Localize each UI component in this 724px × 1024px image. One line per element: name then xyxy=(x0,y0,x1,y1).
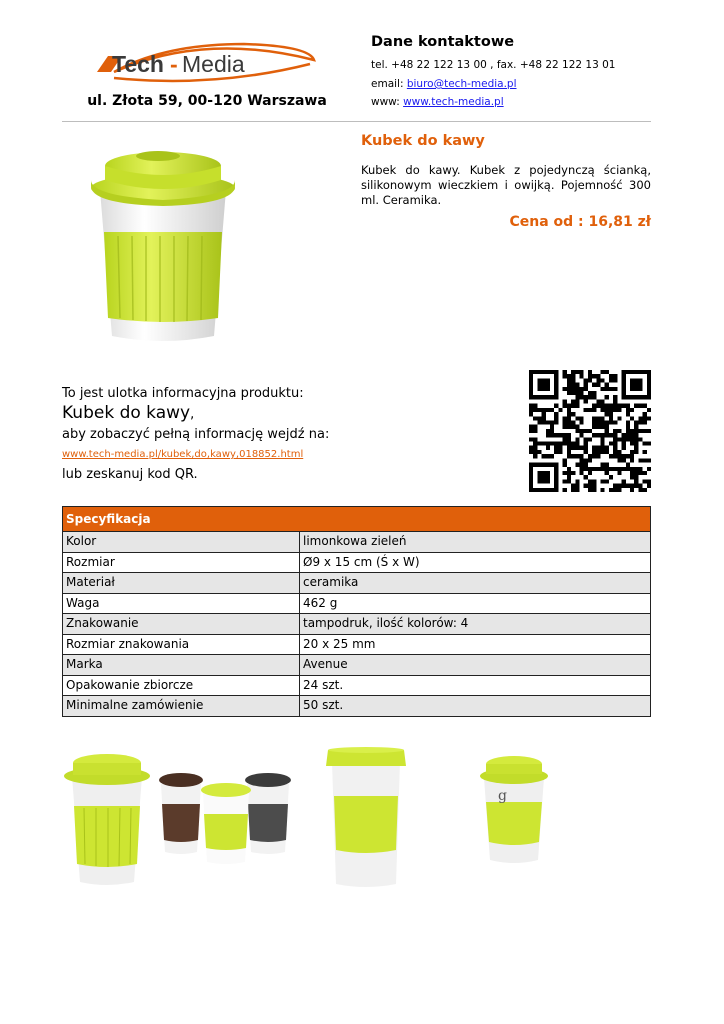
product-description: Kubek do kawy. Kubek z pojedynczą ścianką, silikonowym wieczkiem i owijką. Pojemność 300 ml. Ceramika. xyxy=(361,163,651,207)
spec-title: Specyfikacja xyxy=(63,507,651,532)
spec-table xyxy=(62,506,651,717)
header-divider xyxy=(62,121,651,122)
info-product-name: Kubek do kawy, xyxy=(62,403,195,423)
svg-text:g: g xyxy=(498,788,507,804)
spec-label: Opakowanie zbiorcze xyxy=(63,675,300,696)
info-visit-text: aby zobaczyć pełną informację wejdź na: xyxy=(62,427,330,442)
company-logo xyxy=(94,42,316,86)
spec-value: limonkowa zieleń xyxy=(300,532,651,553)
spec-label: Marka xyxy=(63,655,300,676)
info-scan-text: lub zeskanuj kod QR. xyxy=(62,467,198,482)
www-line xyxy=(371,96,504,108)
email-link[interactable]: biuro@tech-media.pl xyxy=(406,78,517,90)
svg-text:-: - xyxy=(170,51,178,77)
spec-value: 462 g xyxy=(300,593,651,614)
spec-row xyxy=(63,614,651,635)
spec-label: Rozmiar znakowania xyxy=(63,634,300,655)
spec-row xyxy=(63,634,651,655)
thumbnail-cup-branded xyxy=(444,750,584,870)
product-title: Kubek do kawy xyxy=(361,133,485,149)
spec-row xyxy=(63,593,651,614)
spec-label: Znakowanie xyxy=(63,614,300,635)
spec-label: Materiał xyxy=(63,573,300,594)
spec-value: 50 szt. xyxy=(300,696,651,717)
spec-value: 20 x 25 mm xyxy=(300,634,651,655)
spec-value: 24 szt. xyxy=(300,675,651,696)
spec-label: Rozmiar xyxy=(63,552,300,573)
thumbnail-cup-side xyxy=(320,746,412,896)
spec-row xyxy=(63,696,651,717)
spec-value: Ø9 x 15 cm (Ś x W) xyxy=(300,552,651,573)
spec-row xyxy=(63,655,651,676)
thumbnail-cup-front xyxy=(62,746,152,894)
company-address: ul. Złota 59, 00-120 Warszawa xyxy=(87,93,327,109)
spec-label: Kolor xyxy=(63,532,300,553)
spec-label: Waga xyxy=(63,593,300,614)
spec-row xyxy=(63,675,651,696)
email-label: email: xyxy=(371,78,407,90)
spec-value: Avenue xyxy=(300,655,651,676)
info-product-name-text: Kubek do kawy xyxy=(62,403,191,423)
spec-value: ceramika xyxy=(300,573,651,594)
spec-value: tampodruk, ilość kolorów: 4 xyxy=(300,614,651,635)
spec-label: Minimalne zamówienie xyxy=(63,696,300,717)
spec-row xyxy=(63,552,651,573)
phone-fax: tel. +48 22 122 13 00 , fax. +48 22 122 13 01 xyxy=(371,59,616,71)
spec-header-row xyxy=(63,507,651,532)
contact-title: Dane kontaktowe xyxy=(371,34,515,50)
qr-code xyxy=(529,370,651,492)
info-intro: To jest ulotka informacyjna produktu: xyxy=(62,386,304,401)
product-photo xyxy=(86,140,240,346)
thumbnail-cup-colors xyxy=(157,770,297,870)
product-page-link[interactable]: www.tech-media.pl/kubek,do,kawy,018852.html xyxy=(62,449,304,460)
spec-row xyxy=(63,573,651,594)
svg-text:Tech: Tech xyxy=(112,51,164,77)
www-label: www: xyxy=(371,96,404,108)
svg-text:Media: Media xyxy=(182,51,245,77)
spec-row xyxy=(63,532,651,553)
product-price: Cena od : 16,81 zł xyxy=(509,214,651,230)
website-link[interactable]: www.tech-media.pl xyxy=(403,96,504,108)
email-line xyxy=(371,78,517,90)
